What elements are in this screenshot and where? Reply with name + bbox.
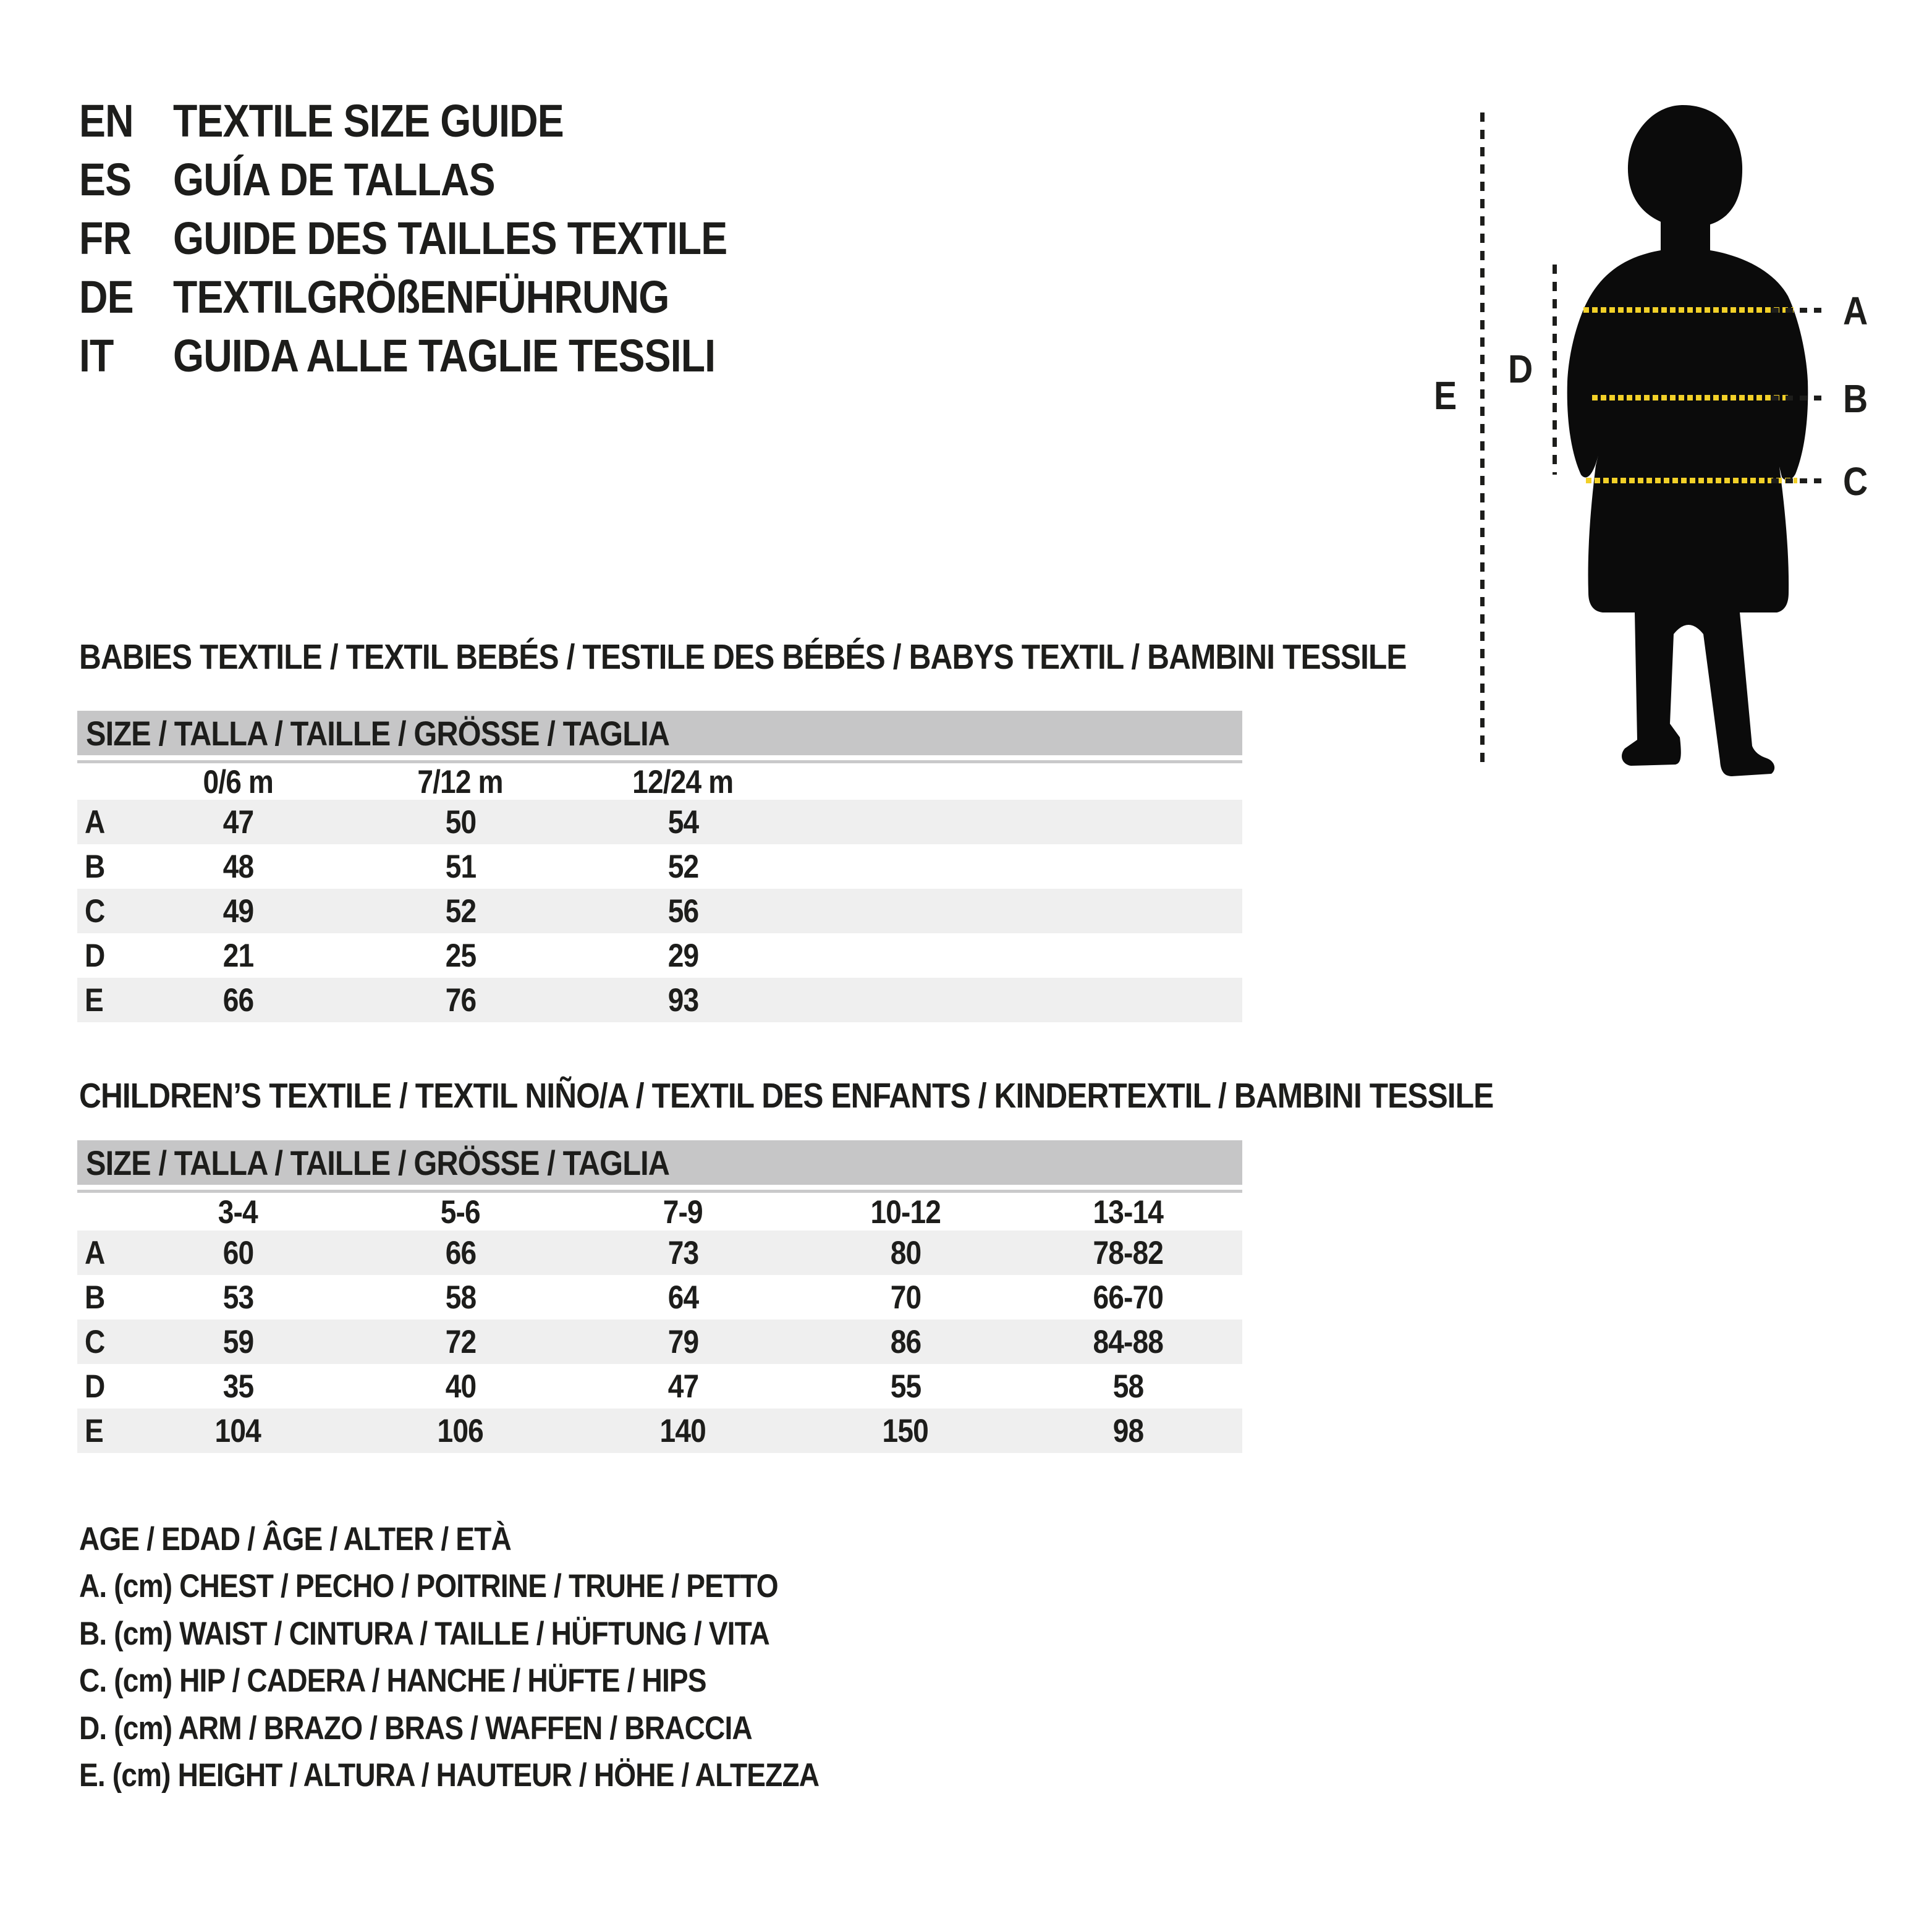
cell: 73 [667,1234,698,1271]
cell: 53 [222,1279,253,1316]
cell: 80 [890,1234,921,1271]
legend-hip: C. (cm) HIP / CADERA / HANCHE / HÜFTE / HIPS [79,1663,706,1700]
legend-arm: D. (cm) ARM / BRAZO / BRAS / WAFFEN / BRACCIA [79,1710,752,1747]
cell: 51 [445,848,476,885]
cell: 84-88 [1093,1323,1163,1360]
cell: 93 [667,981,698,1019]
lang-row-it [79,326,810,385]
babies-row-A [77,800,1242,844]
row-label: E [85,981,103,1019]
babies-row-D [77,933,1242,978]
cell: 47 [222,803,253,841]
connector-line-C [1771,478,1826,483]
measurement-legend [79,1515,930,1799]
lang-row-es [79,150,810,209]
cell: 52 [667,848,698,885]
guide-title-en: TEXTILE SIZE GUIDE [173,95,564,146]
measure-label-C: C [1843,459,1868,504]
legend-height: E. (cm) HEIGHT / ALTURA / HAUTEUR / HÖHE / ALTEZZA [79,1757,820,1794]
cell: 150 [882,1412,929,1449]
row-label: D [85,937,105,974]
cell: 40 [445,1368,476,1405]
cell: 55 [890,1368,921,1405]
chest-measure-line-A [1583,307,1794,313]
children-section-title: CHILDREN’S TEXTILE / TEXTIL NIÑO/A / TEXTIL DES ENFANTS / KINDERTEXTIL / BAMBINI TESSILE [79,1076,1494,1116]
row-label: A [85,1234,105,1271]
babies-col-0-6m: 0/6 m [203,763,273,800]
cell: 58 [445,1279,476,1316]
cell: 54 [667,803,698,841]
cell: 106 [437,1412,484,1449]
row-label: C [85,892,105,930]
cell: 98 [1112,1412,1143,1449]
lang-code: FR [79,213,132,264]
silhouette-head [1628,105,1742,228]
children-col-13-14: 13-14 [1093,1193,1163,1231]
silhouette-body [1567,250,1808,776]
cell: 29 [667,937,698,974]
children-size-header-bar: SIZE / TALLA / TAILLE / GRÖSSE / TAGLIA [77,1140,1242,1185]
cell: 49 [222,892,253,930]
children-col-7-9: 7-9 [663,1193,703,1231]
children-column-headers [77,1194,1242,1230]
children-row-D [77,1364,1242,1409]
row-label: E [85,1412,103,1449]
legend-age: AGE / EDAD / ÂGE / ALTER / ETÀ [79,1520,511,1557]
language-title-list [79,91,810,385]
hip-measure-line-C [1586,478,1797,483]
cell: 72 [445,1323,476,1360]
measure-label-B: B [1843,376,1868,421]
guide-title-es: GUÍA DE TALLAS [173,154,495,205]
cell: 47 [667,1368,698,1405]
lang-code: IT [79,330,114,381]
cell: 66 [445,1234,476,1271]
guide-title-fr: GUIDE DES TAILLES TEXTILE [173,213,727,264]
cell: 56 [667,892,698,930]
babies-col-12-24m: 12/24 m [632,763,734,800]
cell: 58 [1112,1368,1143,1405]
lang-row-en [79,91,810,150]
cell: 35 [222,1368,253,1405]
cell: 66-70 [1093,1279,1163,1316]
cell: 70 [890,1279,921,1316]
children-col-3-4: 3-4 [218,1193,258,1231]
cell: 25 [445,937,476,974]
children-bar-underline [77,1190,1242,1193]
cell: 60 [222,1234,253,1271]
cell: 79 [667,1323,698,1360]
cell: 50 [445,803,476,841]
row-label: C [85,1323,105,1360]
children-row-E [77,1409,1242,1453]
lang-row-de [79,268,810,326]
babies-row-C [77,889,1242,933]
measure-label-E: E [1434,373,1457,418]
children-col-10-12: 10-12 [870,1193,941,1231]
children-col-5-6: 5-6 [440,1193,481,1231]
measure-label-D: D [1508,347,1533,391]
babies-column-headers [77,764,1242,800]
legend-chest: A. (cm) CHEST / PECHO / POITRINE / TRUHE / PETTO [79,1568,778,1605]
cell: 66 [222,981,253,1019]
row-label: B [85,848,105,885]
cell: 76 [445,981,476,1019]
connector-line-A [1771,308,1826,313]
waist-measure-line-B [1592,395,1791,400]
babies-section-title: BABIES TEXTILE / TEXTIL BEBÉS / TESTILE DES BÉBÉS / BABYS TEXTIL / BAMBINI TESSILE [79,637,1407,677]
children-row-B [77,1275,1242,1320]
babies-size-header-bar: SIZE / TALLA / TAILLE / GRÖSSE / TAGLIA [77,711,1242,755]
guide-title-it: GUIDA ALLE TAGLIE TESSILI [173,330,716,381]
babies-row-E [77,978,1242,1022]
cell: 78-82 [1093,1234,1163,1271]
cell: 86 [890,1323,921,1360]
cell: 104 [214,1412,261,1449]
guide-title-de: TEXTILGRÖßENFÜHRUNG [173,271,669,323]
cell: 140 [659,1412,706,1449]
babies-row-B [77,844,1242,889]
cell: 64 [667,1279,698,1316]
lang-code: ES [79,154,132,205]
lang-row-fr [79,209,810,268]
measure-label-A: A [1843,289,1868,333]
row-label: A [85,803,105,841]
connector-line-B [1771,396,1826,400]
cell: 59 [222,1323,253,1360]
cell: 52 [445,892,476,930]
legend-waist: B. (cm) WAIST / CINTURA / TAILLE / HÜFTUNG / VITA [79,1615,769,1652]
lang-code: EN [79,95,133,146]
row-label: B [85,1279,105,1316]
cell: 21 [222,937,253,974]
silhouette-neck [1661,213,1710,256]
child-silhouette [1548,102,1907,803]
row-label: D [85,1368,105,1405]
children-row-C [77,1320,1242,1364]
babies-col-7-12m: 7/12 m [417,763,504,800]
children-row-A [77,1231,1242,1275]
lang-code: DE [79,271,133,323]
cell: 48 [222,848,253,885]
